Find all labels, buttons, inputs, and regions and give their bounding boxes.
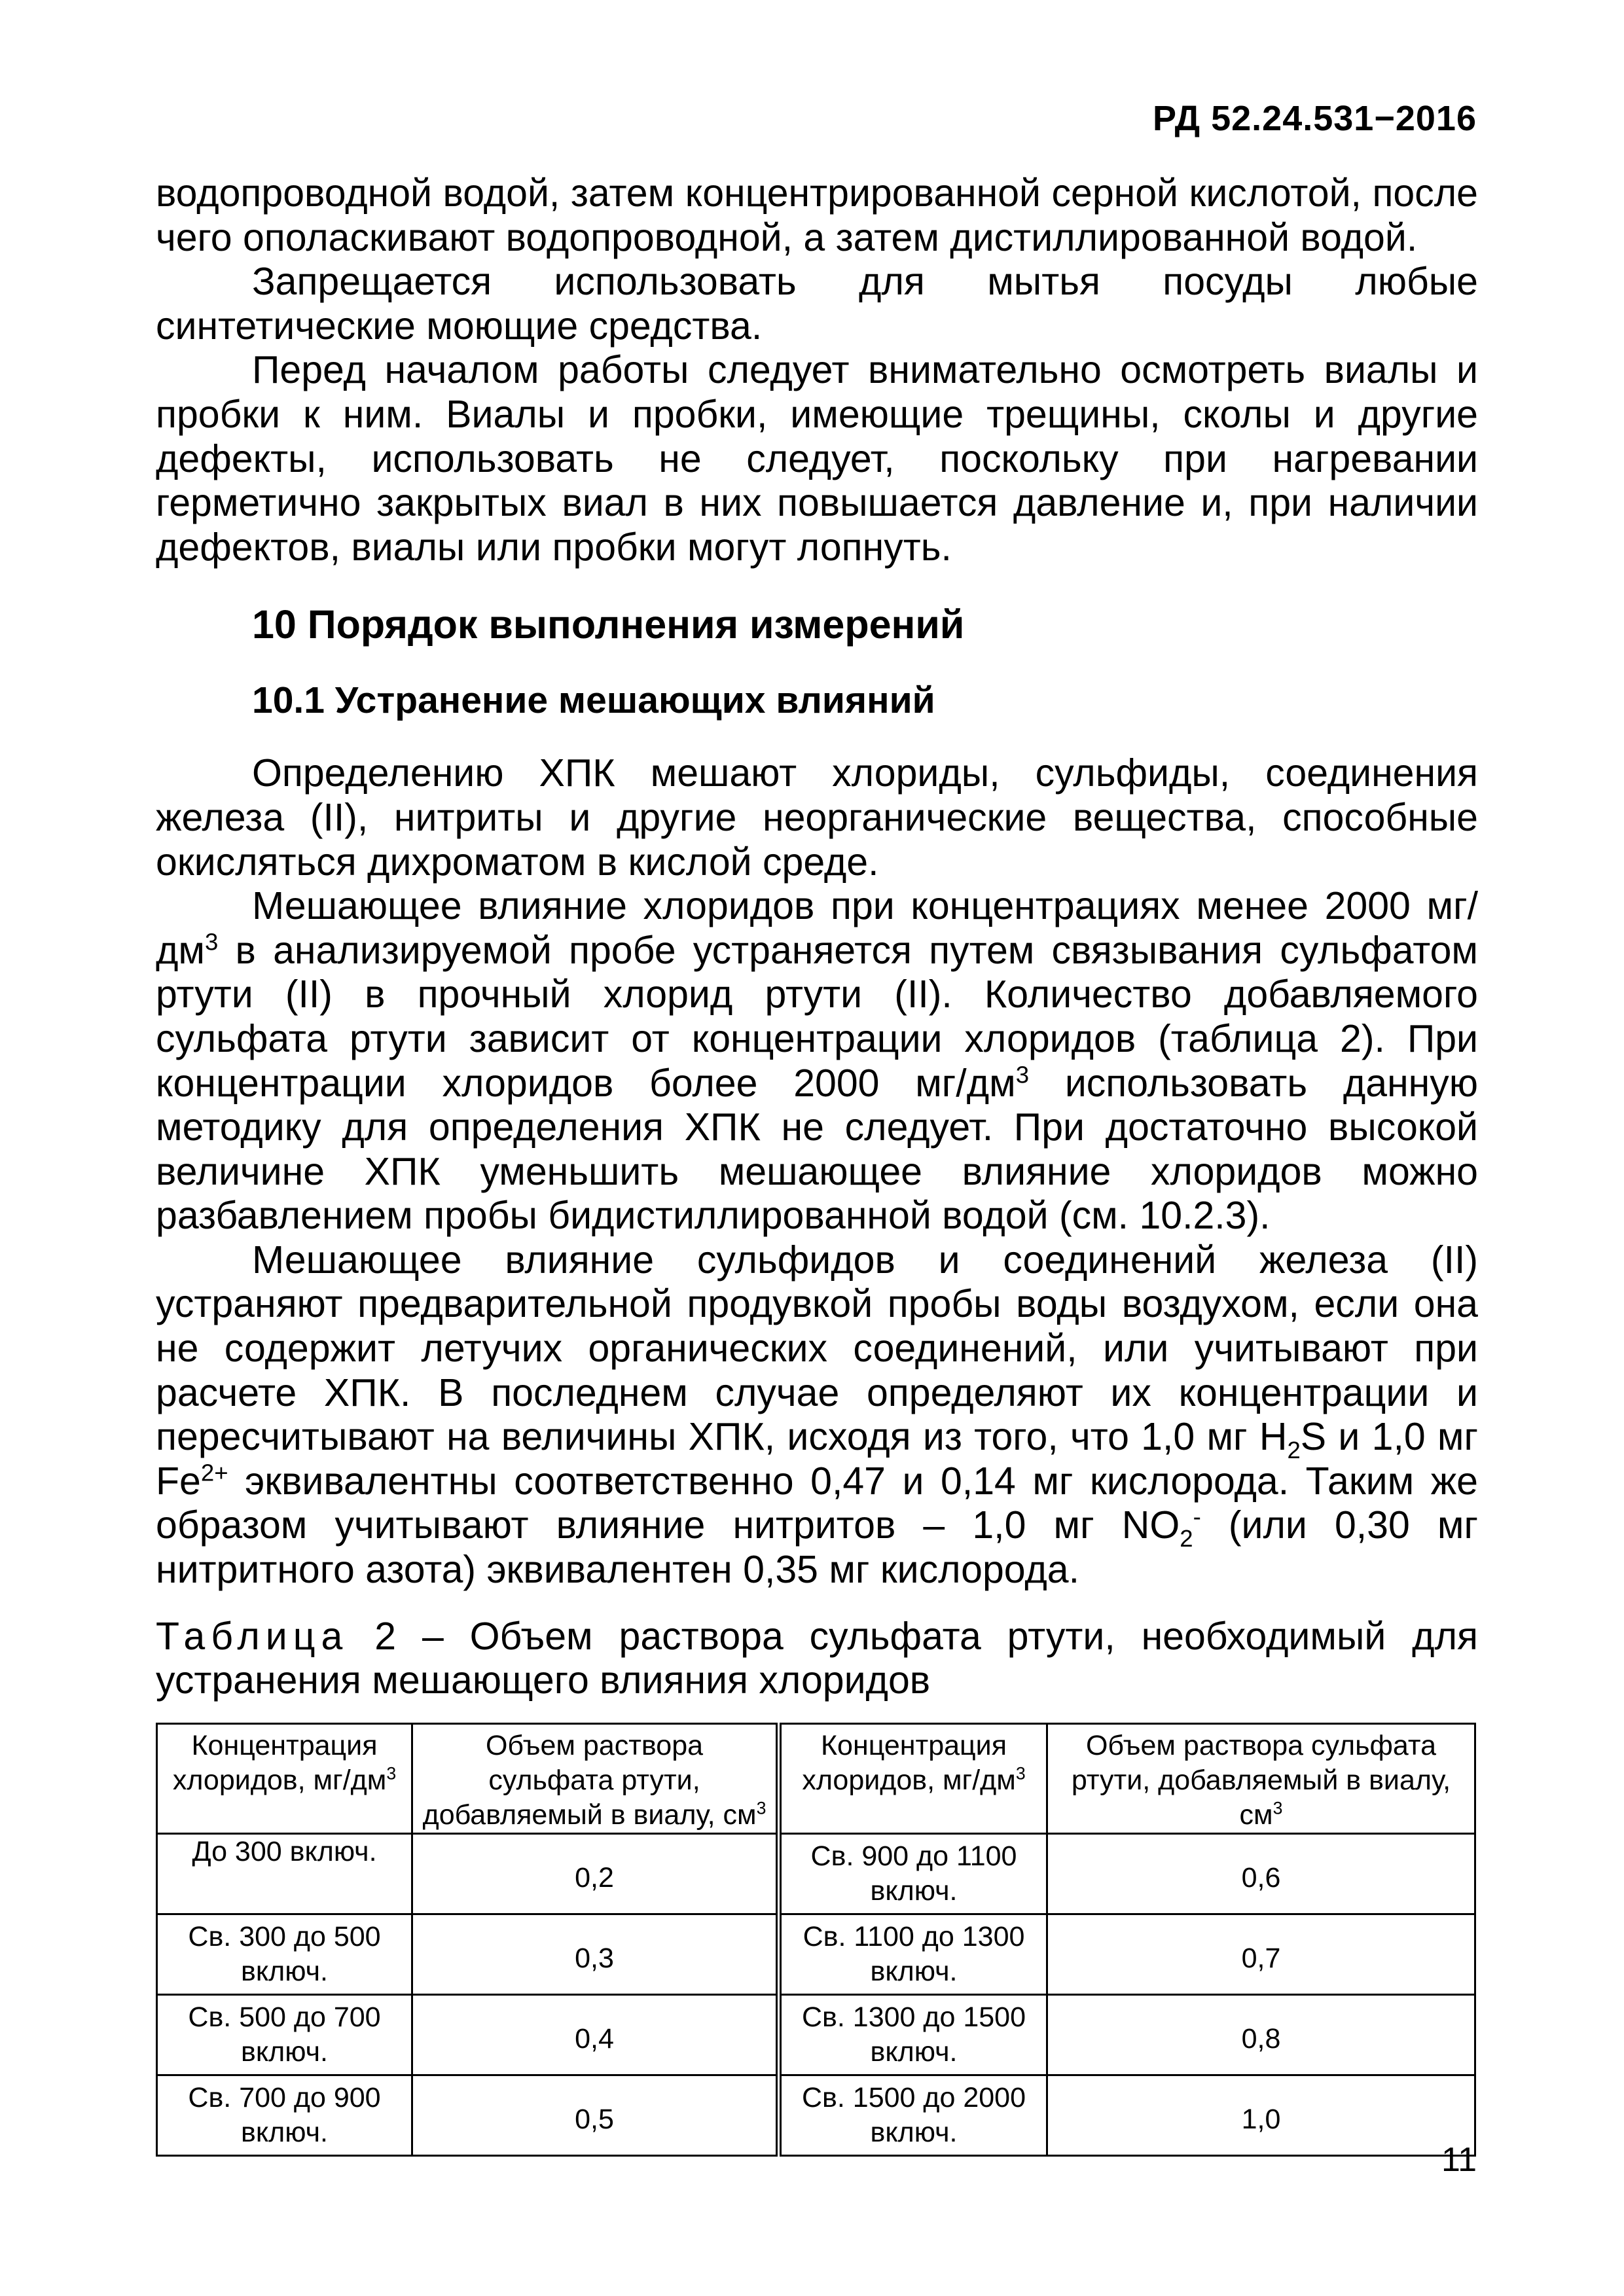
chloride-range-cell: Св. 1300 до 1500 включ. bbox=[779, 1994, 1047, 2075]
header-sulfate-volume-2: Объем раствора сульфата ртути, добавляемый в виалу, $см^3$ bbox=[1047, 1723, 1475, 1833]
chloride-range-cell: Св. 1500 до 2000 включ. bbox=[779, 2075, 1047, 2155]
volume-cell: 0,4 bbox=[412, 1994, 779, 2075]
table-header-row bbox=[157, 1723, 1475, 1833]
table-row bbox=[157, 1833, 1475, 1914]
chloride-range-cell: Св. 700 до 900 включ. bbox=[157, 2075, 412, 2155]
paragraph-vials-check: Перед началом работы следует внимательно осмотреть виалы и пробки к ним. Виалы и пробки, имеющие трещины, сколы и другие дефекты, использовать не следует, поскольку при нагревании герметично закрытых виал в них повышается давление и, при наличии дефектов, виалы или пробки могут лопнуть. bbox=[156, 348, 1478, 569]
volume-cell: 0,8 bbox=[1047, 1994, 1475, 2075]
chloride-range-cell: Св. 900 до 1100 включ. bbox=[779, 1833, 1047, 1914]
header-sulfate-volume: Объем раствора сульфата ртути, добавляемый в виалу, $см^3$ bbox=[412, 1723, 779, 1833]
volume-cell: 0,6 bbox=[1047, 1833, 1475, 1914]
table-row bbox=[157, 1914, 1475, 1994]
paragraph-sulfides: Мешающее влияние сульфидов и соединений железа (II) устраняют предварительной продувкой пробы воды воздухом, если она не содержит летучих органических соединений, или учитывают при расчете ХПК. В последнем случае определяют их концентрации и пересчитывают на величины ХПК, исходя из того, что 1,0 мг $H_2S$ и 1,0 мг $Fe^{2+}$ эквивалентны соответственно 0,47 и 0,14 мг кислорода. Таким же образом учитывают влияние нитритов – 1,0 мг $NO_2^-$ (или 0,30 мг нитритного азота) эквивалентен 0,35 мг кислорода. bbox=[156, 1238, 1479, 1592]
chloride-range-cell: Св. 1100 до 1300 включ. bbox=[779, 1914, 1047, 1994]
paragraph-detergents: Запрещается использовать для мытья посуды любые синтетические моющие средства. bbox=[156, 260, 1478, 348]
volume-cell: 0,2 bbox=[412, 1833, 779, 1914]
chloride-range-cell: Св. 500 до 700 включ. bbox=[157, 1994, 412, 2075]
paragraph-interferences: Определению ХПК мешают хлориды, сульфиды, соединения железа (II), нитриты и другие неорганические вещества, способные окисляться дихроматом в кислой среде. bbox=[156, 751, 1478, 884]
paragraph-washing: водопроводной водой, затем концентрированной серной кислотой, после чего ополаскивают водопроводной, а затем дистиллированной водой. bbox=[156, 171, 1478, 259]
paragraph-chlorides: Мешающее влияние хлоридов при концентрациях менее 2000 $мг/дм^3$ в анализируемой пробе устраняется путем связывания сульфатом ртути (II) в прочный хлорид ртути (II). Количество добавляемого сульфата ртути зависит от концентрации хлоридов (таблица 2). При концентрации хлоридов более 2000 $мг/дм^3$ использовать данную методику для определения ХПК не следует. При достаточно высокой величине ХПК уменьшить мешающее влияние хлоридов можно разбавлением пробы бидистиллированной водой (см. 10.2.3). bbox=[156, 884, 1479, 1238]
document-code: РД 52.24.531−2016 bbox=[1153, 99, 1477, 138]
volume-cell: 0,7 bbox=[1047, 1914, 1475, 1994]
volume-cell: 0,3 bbox=[412, 1914, 779, 1994]
table-caption: Таблица 2 – Объем раствора сульфата ртути, необходимый для устранения мешающего влияния хлоридов bbox=[156, 1614, 1478, 1702]
subsection-title: 10.1 Устранение мешающих влияний bbox=[252, 679, 935, 722]
header-chloride-concentration: Концентрация хлоридов, $мг/дм^3$ bbox=[157, 1723, 412, 1833]
header-chloride-concentration-2: Концентрация хлоридов, $мг/дм^3$ bbox=[779, 1723, 1047, 1833]
section-title: 10 Порядок выполнения измерений bbox=[252, 602, 965, 647]
chloride-range-cell: Св. 300 до 500 включ. bbox=[157, 1914, 412, 1994]
page-content bbox=[156, 171, 1478, 2157]
mercury-sulfate-table bbox=[156, 1723, 1476, 2157]
table-row bbox=[157, 2075, 1475, 2155]
page-number: 11 bbox=[1441, 2141, 1477, 2179]
volume-cell: 0,5 bbox=[412, 2075, 779, 2155]
chloride-range-cell: До 300 включ. bbox=[157, 1833, 412, 1914]
table-row bbox=[157, 1994, 1475, 2075]
volume-cell: 1,0 bbox=[1047, 2075, 1475, 2155]
